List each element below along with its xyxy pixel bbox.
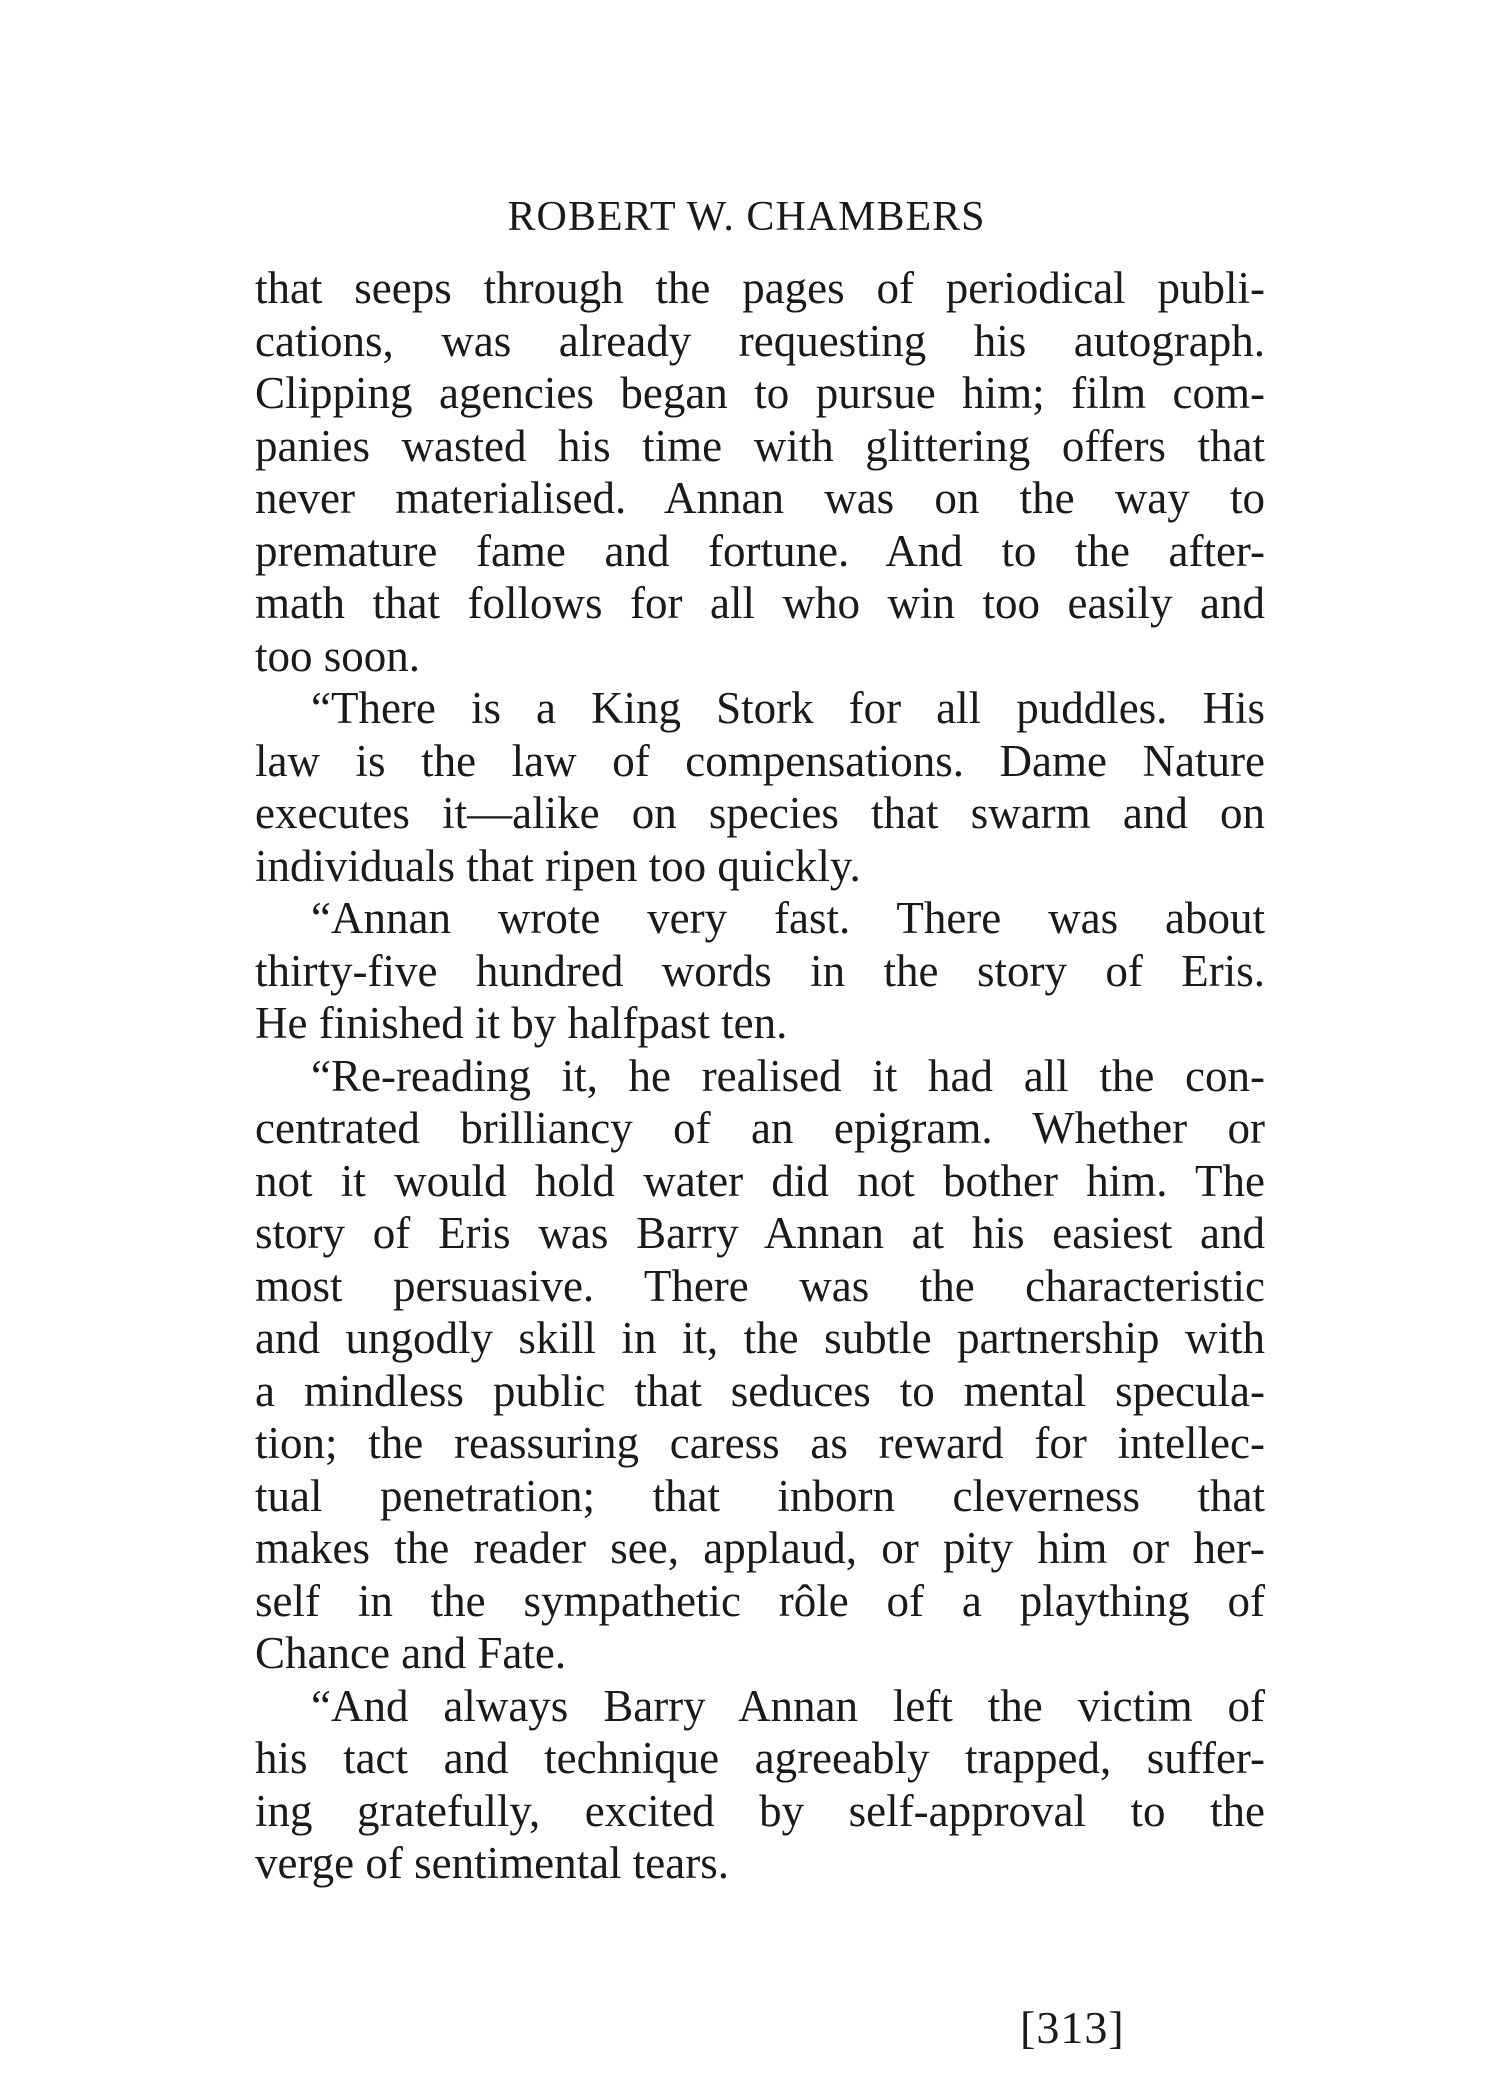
text-line: that seeps through the pages of periodical publi- xyxy=(255,263,1265,313)
text-line: law is the law of compensations. Dame Nature xyxy=(255,735,1265,786)
text-line: tion; the reassuring caress as reward for intellec- xyxy=(255,1418,1265,1468)
text-line: makes the reader see, applaud, or pity him or her- xyxy=(255,1523,1265,1573)
text-line: most persuasive. There was the characteristic xyxy=(255,1260,1265,1311)
text-line: “Re-reading it, he realised it had all the con- xyxy=(311,1050,1265,1101)
text-line: a mindless public that seduces to mental specula- xyxy=(255,1365,1265,1416)
text-line: ing gratefully, excited by self-approval to the xyxy=(255,1785,1265,1836)
text-line: “Annan wrote very fast. There was about xyxy=(311,893,1265,943)
text-line: Chance and Fate. xyxy=(255,1628,567,1678)
text-line: not it would hold water did not bother him. The xyxy=(255,1155,1265,1206)
text-line: thirty-five hundred words in the story of Eris. xyxy=(255,945,1265,996)
text-line: individuals that ripen too quickly. xyxy=(255,840,861,891)
text-line: “There is a King Stork for all puddles. His xyxy=(311,683,1265,733)
text-line: his tact and technique agreeably trapped, suffer- xyxy=(255,1733,1265,1783)
text-line: premature fame and fortune. And to the after- xyxy=(255,525,1265,576)
text-line: He finished it by halfpast ten. xyxy=(255,998,788,1048)
text-line: cations, was already requesting his autograph. xyxy=(255,315,1265,366)
text-line: Clipping agencies began to pursue him; film com- xyxy=(255,368,1265,418)
text-line: tual penetration; that inborn cleverness that xyxy=(255,1470,1265,1521)
body-text xyxy=(255,262,1265,1890)
text-line: too soon. xyxy=(255,630,421,681)
text-line: panies wasted his time with glittering offers that xyxy=(255,420,1265,471)
running-head: ROBERT W. CHAMBERS xyxy=(507,194,986,240)
text-line: centrated brilliancy of an epigram. Whether or xyxy=(255,1103,1265,1153)
text-line: story of Eris was Barry Annan at his easiest and xyxy=(255,1208,1265,1258)
text-line: executes it—alike on species that swarm and on xyxy=(255,788,1265,838)
text-line: math that follows for all who win too easily and xyxy=(255,578,1265,628)
page-number: [313] xyxy=(1020,2002,1125,2053)
text-line: and ungodly skill in it, the subtle partnership with xyxy=(255,1313,1265,1363)
text-line: verge of sentimental tears. xyxy=(255,1838,729,1888)
text-line: “And always Barry Annan left the victim of xyxy=(311,1680,1265,1731)
text-line: self in the sympathetic rôle of a plaything of xyxy=(255,1575,1265,1626)
text-line: never materialised. Annan was on the way to xyxy=(255,473,1265,523)
